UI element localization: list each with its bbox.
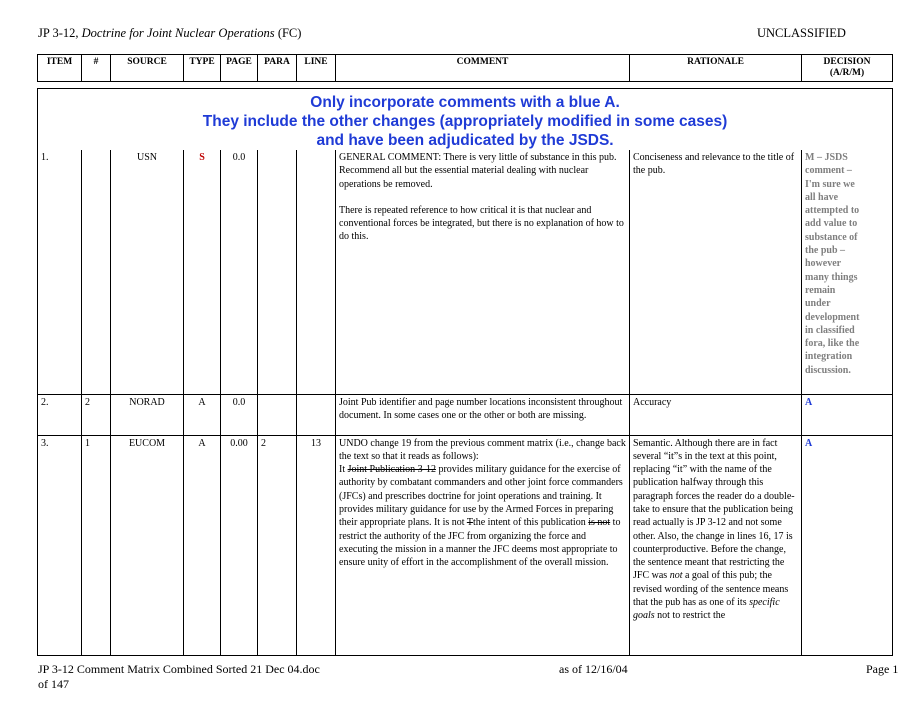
col-source: SOURCE: [111, 55, 184, 82]
classification-label: UNCLASSIFIED: [757, 26, 846, 40]
decision-line: I'm sure we: [805, 178, 855, 190]
cell-decision: A: [802, 394, 893, 435]
cell-rationale: Conciseness and relevance to the title of the pub.: [630, 150, 802, 394]
decision-line: all have: [805, 191, 839, 203]
instruction-banner: [38, 89, 893, 151]
doc-suffix: (FC): [274, 26, 302, 40]
cell-page: 0.0: [221, 150, 258, 394]
col-number: #: [82, 55, 111, 82]
cell-item: 1.: [38, 150, 82, 394]
comment-matrix-table: [37, 88, 893, 656]
footer-file: JP 3-12 Comment Matrix Combined Sorted 21 Dec 04.doc: [38, 662, 320, 676]
cell-type: S: [184, 150, 221, 394]
footer-date: as of 12/16/04: [559, 662, 628, 676]
footer-filename: [38, 662, 320, 692]
col-item: ITEM: [38, 55, 82, 82]
decision-line: substance of: [805, 231, 858, 243]
cell-source: USN: [111, 150, 184, 394]
col-comment: COMMENT: [336, 55, 630, 82]
decision-line: many things: [805, 271, 858, 283]
comment-paragraph: There is repeated reference to how critical it is that nuclear and conventional forces be integrated, but there is no explanation of how to do this.: [339, 204, 624, 243]
footer-page-number: Page 1: [866, 662, 899, 676]
table-row: [38, 150, 893, 394]
banner-line-3: and have been adjudicated by the JSDS.: [316, 132, 614, 149]
decision-line: M – JSDS: [805, 152, 848, 163]
decision-line: in classified: [805, 324, 855, 336]
table-row: [38, 394, 893, 435]
cell-comment: Joint Pub identifier and page number locations inconsistent throughout document. In some cases one or the other or both are missing.: [336, 394, 630, 435]
col-page: PAGE: [221, 55, 258, 82]
decision-line: the pub –: [805, 245, 846, 257]
col-rationale: RATIONALE: [630, 55, 802, 82]
decision-line: under: [805, 298, 831, 310]
cell-line: [297, 394, 336, 435]
footer-page-total: of 147: [38, 677, 69, 691]
decision-line: add value to: [805, 218, 858, 230]
table-row: [38, 435, 893, 655]
cell-type: A: [184, 435, 221, 655]
deleted-text: Joint Publication 3-12: [347, 464, 436, 476]
col-decision-label: DECISION: [823, 57, 871, 67]
cell-comment: [336, 150, 630, 394]
doc-title: Doctrine for Joint Nuclear Operations: [81, 26, 275, 40]
comment-revised-text: It Joint Publication 3-12 provides military guidance for the exercise of authority by combatant commanders and other joint force commanders (JFCs) and prescribes doctrine for joint operations and training. It provides military guidance for use by the Armed Forces in preparing their appropriate plans. It is not Tthe intent of this publication is not to restrict the authority of the JFC from organizing the force and executing the mission in a manner the JFC deems most appropriate to ensure unity of effort in the accomplishment of the overall mission.: [339, 464, 623, 569]
cell-para: [258, 394, 297, 435]
deleted-text: is not: [588, 517, 611, 529]
document-header: [38, 26, 301, 41]
banner-line-2: They include the other changes (appropriately modified in some cases): [202, 113, 728, 130]
decision-line: attempted to: [805, 205, 860, 217]
doc-prefix: JP 3-12,: [38, 26, 82, 40]
cell-decision: [802, 150, 893, 394]
cell-para: 2: [258, 435, 297, 655]
decision-line: discussion.: [805, 364, 851, 376]
cell-rationale: Semantic. Although there are in fact several “it”s in the text at this point, replacing “it” with the name of the publication halfway through this paragraph forces the reader do a double-take to ensure that the publication being read actually is JP 3-12 and not some other. Also, the change in lines 16, 17 is counterproductive. Before the change, the sentence meant that restricting the JFC was not a goal of this pub; the revised wording of the sentence means that the pub has as one of its specific goals not to restrict the: [630, 435, 802, 655]
cell-source: EUCOM: [111, 435, 184, 655]
cell-number: [82, 150, 111, 394]
decision-line: remain: [805, 284, 836, 296]
col-para: PARA: [258, 55, 297, 82]
decision-line: comment –: [805, 165, 852, 177]
cell-para: [258, 150, 297, 394]
cell-number: 1: [82, 435, 111, 655]
cell-decision: A: [802, 435, 893, 655]
cell-comment: [336, 435, 630, 655]
cell-line: [297, 150, 336, 394]
decision-line: integration: [805, 351, 853, 363]
column-header-table: [37, 54, 893, 82]
col-decision: [802, 55, 893, 82]
cell-number: 2: [82, 394, 111, 435]
cell-page: 0.00: [221, 435, 258, 655]
cell-line: 13: [297, 435, 336, 655]
cell-source: NORAD: [111, 394, 184, 435]
col-decision-sub: (A/R/M): [829, 68, 865, 78]
cell-item: 2.: [38, 394, 82, 435]
col-line: LINE: [297, 55, 336, 82]
comment-paragraph: GENERAL COMMENT: There is very little of substance in this pub. Recommend all but the essential material dealing with nuclear operations be removed.: [339, 152, 617, 190]
cell-item: 3.: [38, 435, 82, 655]
cell-page: 0.0: [221, 394, 258, 435]
decision-line: development: [805, 311, 860, 323]
banner-line-1: Only incorporate comments with a blue A.: [310, 94, 620, 111]
decision-line: however: [805, 258, 842, 270]
col-type: TYPE: [184, 55, 221, 82]
decision-line: fora, like the: [805, 338, 860, 350]
cell-rationale: Accuracy: [630, 394, 802, 435]
cell-type: A: [184, 394, 221, 435]
deleted-text: T: [466, 517, 473, 529]
comment-intro: UNDO change 19 from the previous comment matrix (i.e., change back the text so that it reads as follows):: [339, 437, 626, 462]
